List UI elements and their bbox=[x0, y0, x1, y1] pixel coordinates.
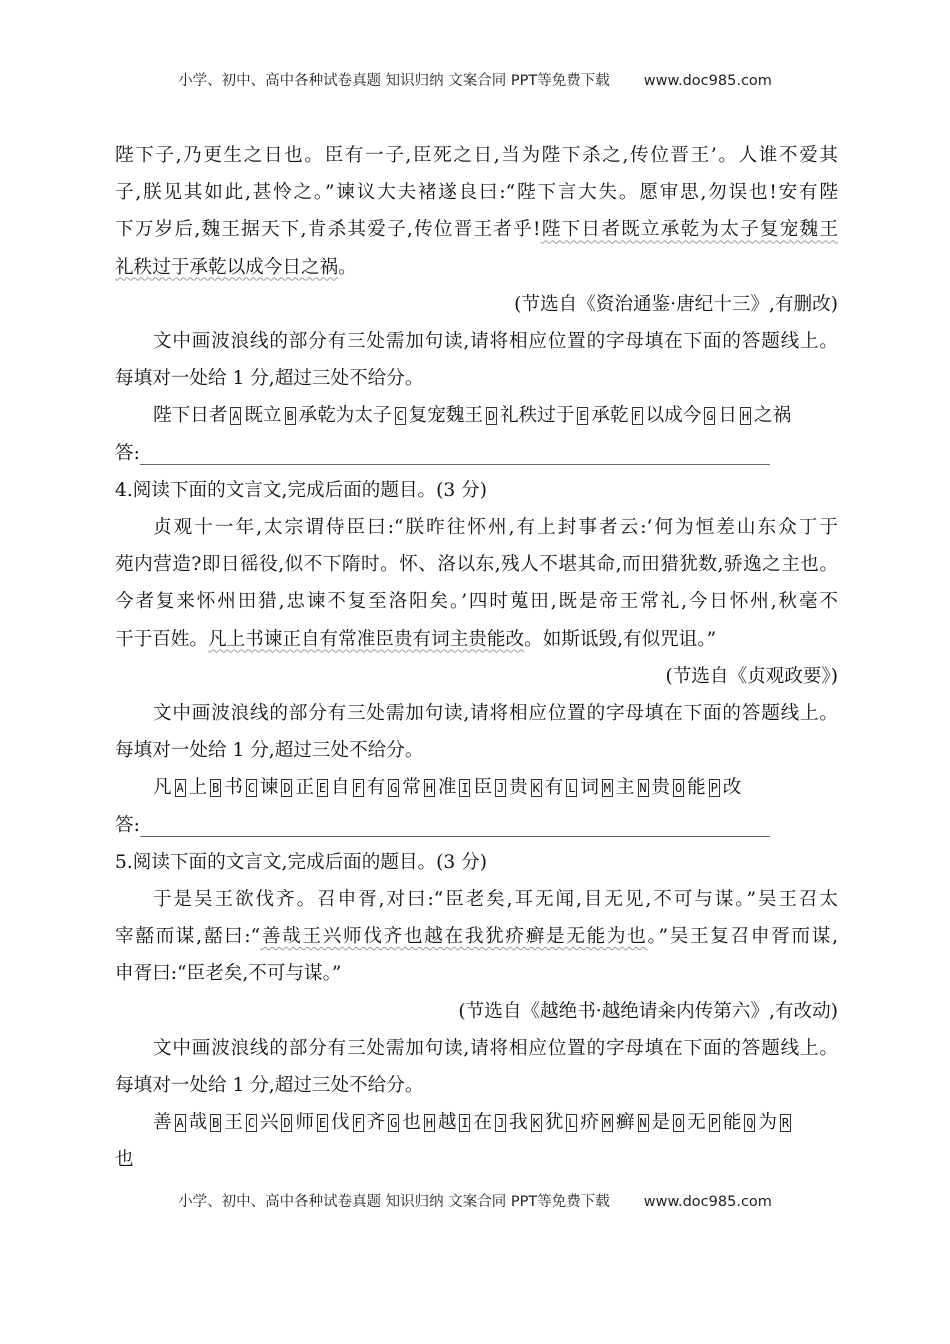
wavy-underlined-text: 礼秩过于承乾以成今日之祸 bbox=[115, 256, 339, 278]
letter-box-O: O bbox=[675, 1116, 683, 1131]
text-segment: 每填对一处给 1 分,超过三处不给分。 bbox=[115, 1075, 424, 1096]
text-segment: 也 bbox=[402, 1112, 421, 1134]
text-segment: 苑内营造?即日徭役,似不下隋时。怀、洛以东,残人不堪其命,而田猎犹数,骄逸之主也。 bbox=[115, 554, 838, 576]
letter-box-M: M bbox=[603, 1116, 612, 1131]
text-segment: 在 bbox=[473, 1112, 493, 1134]
source-citation bbox=[115, 997, 838, 1027]
text-segment: 伐 bbox=[331, 1112, 350, 1134]
text-line bbox=[115, 736, 838, 766]
letter-box-D: D bbox=[487, 409, 496, 424]
text-segment: 哉 bbox=[188, 1112, 208, 1134]
letter-box-G: G bbox=[390, 1116, 398, 1131]
text-segment: 疥 bbox=[580, 1112, 599, 1134]
letter-box-H: H bbox=[425, 1116, 433, 1131]
wavy-underlined-text: 陛下日者既立承乾为太子复宠魏王 bbox=[540, 219, 838, 241]
text-segment: 复宠魏王 bbox=[408, 405, 483, 427]
letter-box-E: E bbox=[318, 1116, 327, 1131]
letter-box-C: C bbox=[247, 781, 255, 796]
text-segment: 有 bbox=[544, 777, 564, 799]
answer-blank[interactable] bbox=[140, 442, 770, 465]
text-line bbox=[115, 1071, 838, 1101]
text-line bbox=[115, 327, 838, 357]
page-footer bbox=[0, 1190, 950, 1211]
letter-box-R: R bbox=[781, 1116, 790, 1131]
punctuation-options-line bbox=[115, 1108, 838, 1138]
letter-box-N: N bbox=[639, 781, 647, 796]
text-segment: 犹 bbox=[544, 1112, 564, 1134]
letter-box-P: P bbox=[710, 1116, 718, 1131]
text-segment: 承乾为太子 bbox=[298, 405, 392, 427]
text-segment: 常 bbox=[402, 777, 421, 799]
letter-box-O: O bbox=[675, 781, 683, 796]
text-line bbox=[115, 215, 838, 245]
letter-box-N: N bbox=[639, 1116, 647, 1131]
text-segment: 贞观十一年,太宗谓侍臣曰:“朕昨往怀州,有上封事者云:‘何为恒差山东众丁于 bbox=[153, 517, 838, 538]
letter-box-K: K bbox=[532, 1116, 540, 1131]
text-segment: 上 bbox=[188, 777, 208, 799]
footer-text: 小学、初中、高中各种试卷真题 知识归纳 文案合同 PPT等免费下载 bbox=[178, 1194, 610, 1210]
text-segment: 今者复来怀州田猎,忠谏不复至洛阳矣。’四时蒐田,既是帝王常礼,今日怀州,秋毫不 bbox=[115, 591, 838, 613]
text-segment: 干于百姓。 bbox=[115, 628, 208, 650]
text-segment: 书 bbox=[224, 777, 243, 799]
text-segment: 子,朕见其如此,甚怜之。”谏议大夫褚遂良曰:“陛下言大失。愿审思,勿误也!安有陛 bbox=[115, 182, 838, 204]
text-line bbox=[115, 922, 838, 952]
text-segment: 臣 bbox=[473, 777, 493, 799]
text-segment: 准 bbox=[437, 777, 457, 799]
punctuation-options-line bbox=[115, 773, 838, 803]
text-segment: 既立 bbox=[244, 405, 282, 427]
letter-box-L: L bbox=[568, 781, 576, 796]
header-text: 小学、初中、高中各种试卷真题 知识归纳 文案合同 PPT等免费下载 bbox=[178, 73, 610, 89]
text-segment: (节选自《越绝书·越绝请籴内传第六》,有改动) bbox=[458, 1000, 838, 1022]
letter-box-M: M bbox=[603, 781, 612, 796]
text-segment: 为 bbox=[758, 1112, 777, 1134]
text-segment: 之祸 bbox=[753, 405, 792, 427]
punctuation-options-line bbox=[115, 401, 838, 431]
text-segment: (节选自《贞观政要》) bbox=[665, 665, 838, 687]
letter-box-K: K bbox=[532, 781, 540, 796]
text-segment: 。”吴王复召申胥而谋, bbox=[647, 926, 838, 948]
text-segment: 师 bbox=[295, 1112, 315, 1134]
text-segment: 陛下日者 bbox=[153, 405, 228, 427]
text-segment: 陛下子,乃更生之日也。臣有一子,臣死之日,当为陛下杀之,传位晋王’。人谁不爱其 bbox=[115, 145, 838, 166]
letter-box-G: G bbox=[390, 781, 398, 796]
page-header bbox=[0, 69, 950, 90]
text-segment: 文中画波浪线的部分有三处需加句读,请将相应位置的字母填在下面的答题线上。 bbox=[153, 703, 838, 724]
letter-box-F: F bbox=[354, 781, 362, 796]
text-line bbox=[115, 885, 838, 915]
text-segment: 是 bbox=[651, 1112, 671, 1134]
letter-box-Q: Q bbox=[746, 1116, 754, 1131]
letter-box-D: D bbox=[283, 1116, 291, 1131]
letter-box-I: I bbox=[461, 1116, 469, 1131]
text-segment: 于是吴王欲伐齐。召申胥,对曰:“臣老矣,耳无闻,目无见,不可与谋。”吴王召太 bbox=[153, 889, 838, 910]
text-segment: 癣 bbox=[615, 1112, 635, 1134]
answer-label: 答: bbox=[115, 442, 140, 464]
letter-box-F: F bbox=[633, 409, 641, 424]
letter-box-E: E bbox=[318, 781, 327, 796]
text-segment: 每填对一处给 1 分,超过三处不给分。 bbox=[115, 368, 424, 390]
letter-box-A: A bbox=[176, 781, 184, 796]
letter-box-H: H bbox=[425, 781, 433, 796]
text-line bbox=[115, 1145, 838, 1175]
text-segment: 。 bbox=[338, 256, 357, 278]
answer-label: 答: bbox=[115, 814, 140, 836]
wavy-underlined-text: 善哉王兴师伐齐也越在我犹疥癣是无能为也 bbox=[260, 926, 648, 948]
letter-box-C: C bbox=[396, 409, 404, 424]
text-segment: 贵 bbox=[651, 777, 671, 799]
text-segment: 越 bbox=[437, 1112, 457, 1134]
letter-box-C: C bbox=[247, 1116, 255, 1131]
text-segment: 无 bbox=[687, 1112, 706, 1134]
text-segment: 主 bbox=[615, 777, 635, 799]
text-segment: 我 bbox=[509, 1112, 528, 1134]
text-segment: 文中画波浪线的部分有三处需加句读,请将相应位置的字母填在下面的答题线上。 bbox=[153, 331, 838, 352]
letter-box-G: G bbox=[706, 409, 714, 424]
answer-line bbox=[115, 439, 838, 469]
text-line bbox=[115, 1034, 838, 1064]
text-line bbox=[115, 550, 838, 580]
text-line bbox=[115, 625, 838, 655]
text-line bbox=[115, 178, 838, 208]
text-segment: 王 bbox=[224, 1112, 243, 1134]
text-segment: 文中画波浪线的部分有三处需加句读,请将相应位置的字母填在下面的答题线上。 bbox=[153, 1037, 838, 1059]
letter-box-L: L bbox=[568, 1116, 576, 1131]
wavy-underlined-text: 凡上书谏正自有常准臣贵有词主贵能改 bbox=[207, 628, 525, 650]
text-segment: (节选自《资治通鉴·唐纪十三》,有删改) bbox=[514, 293, 838, 315]
text-segment: 礼秩过于 bbox=[499, 405, 575, 427]
text-segment: 每填对一处给 1 分,超过三处不给分。 bbox=[115, 740, 424, 762]
letter-box-D: D bbox=[283, 781, 291, 796]
text-segment: 兴 bbox=[259, 1112, 279, 1134]
text-segment: 承乾 bbox=[591, 405, 629, 427]
header-url: www.doc985.com bbox=[643, 73, 772, 89]
answer-blank[interactable] bbox=[140, 814, 770, 837]
letter-box-J: J bbox=[496, 781, 505, 796]
letter-box-H: H bbox=[741, 409, 750, 424]
text-line bbox=[115, 141, 838, 171]
text-line bbox=[115, 476, 838, 506]
source-citation bbox=[115, 290, 838, 320]
text-segment: 善 bbox=[153, 1112, 172, 1134]
letter-box-F: F bbox=[354, 1116, 362, 1131]
text-segment: 自 bbox=[331, 777, 350, 799]
text-line bbox=[115, 253, 838, 283]
text-segment: 谏 bbox=[259, 777, 279, 799]
letter-box-B: B bbox=[286, 409, 294, 424]
letter-box-P: P bbox=[710, 781, 718, 796]
text-segment: 4.阅读下面的文言文,完成后面的题目。(3 分) bbox=[115, 479, 487, 501]
letter-box-J: J bbox=[496, 1116, 505, 1131]
text-segment: 改 bbox=[722, 777, 742, 799]
text-segment: 词 bbox=[580, 777, 599, 799]
text-segment: 申胥曰:“臣老矣,不可与谋。” bbox=[115, 963, 342, 985]
text-segment: 贵 bbox=[509, 777, 528, 799]
text-line bbox=[115, 699, 838, 729]
text-segment: 也 bbox=[115, 1149, 134, 1171]
text-segment: 有 bbox=[366, 777, 386, 799]
text-line bbox=[115, 959, 838, 989]
text-segment: 下万岁后,魏王据天下,肯杀其爱子,传位晋王者乎! bbox=[115, 219, 541, 241]
source-citation bbox=[115, 662, 838, 692]
text-segment: 能 bbox=[687, 777, 706, 799]
letter-box-I: I bbox=[461, 781, 469, 796]
text-segment: 宰嚭而谋,嚭曰:“ bbox=[115, 926, 261, 948]
text-segment: 以成今 bbox=[645, 405, 702, 427]
footer-url: www.doc985.com bbox=[643, 1194, 772, 1210]
text-segment: 。如斯诋毁,有似咒诅。” bbox=[524, 628, 717, 650]
text-line bbox=[115, 364, 838, 394]
text-segment: 5.阅读下面的文言文,完成后面的题目。(3 分) bbox=[115, 851, 487, 873]
answer-line bbox=[115, 811, 838, 841]
text-segment: 齐 bbox=[366, 1112, 386, 1134]
letter-box-A: A bbox=[176, 1116, 184, 1131]
text-segment: 日 bbox=[718, 405, 737, 427]
letter-box-A: A bbox=[232, 409, 240, 424]
text-segment: 能 bbox=[722, 1112, 742, 1134]
letter-box-E: E bbox=[579, 409, 587, 424]
text-line bbox=[115, 587, 838, 617]
text-line bbox=[115, 848, 838, 878]
text-segment: 正 bbox=[295, 777, 315, 799]
letter-box-B: B bbox=[212, 1116, 220, 1131]
text-line bbox=[115, 513, 838, 543]
text-segment: 凡 bbox=[153, 777, 172, 799]
letter-box-B: B bbox=[212, 781, 220, 796]
